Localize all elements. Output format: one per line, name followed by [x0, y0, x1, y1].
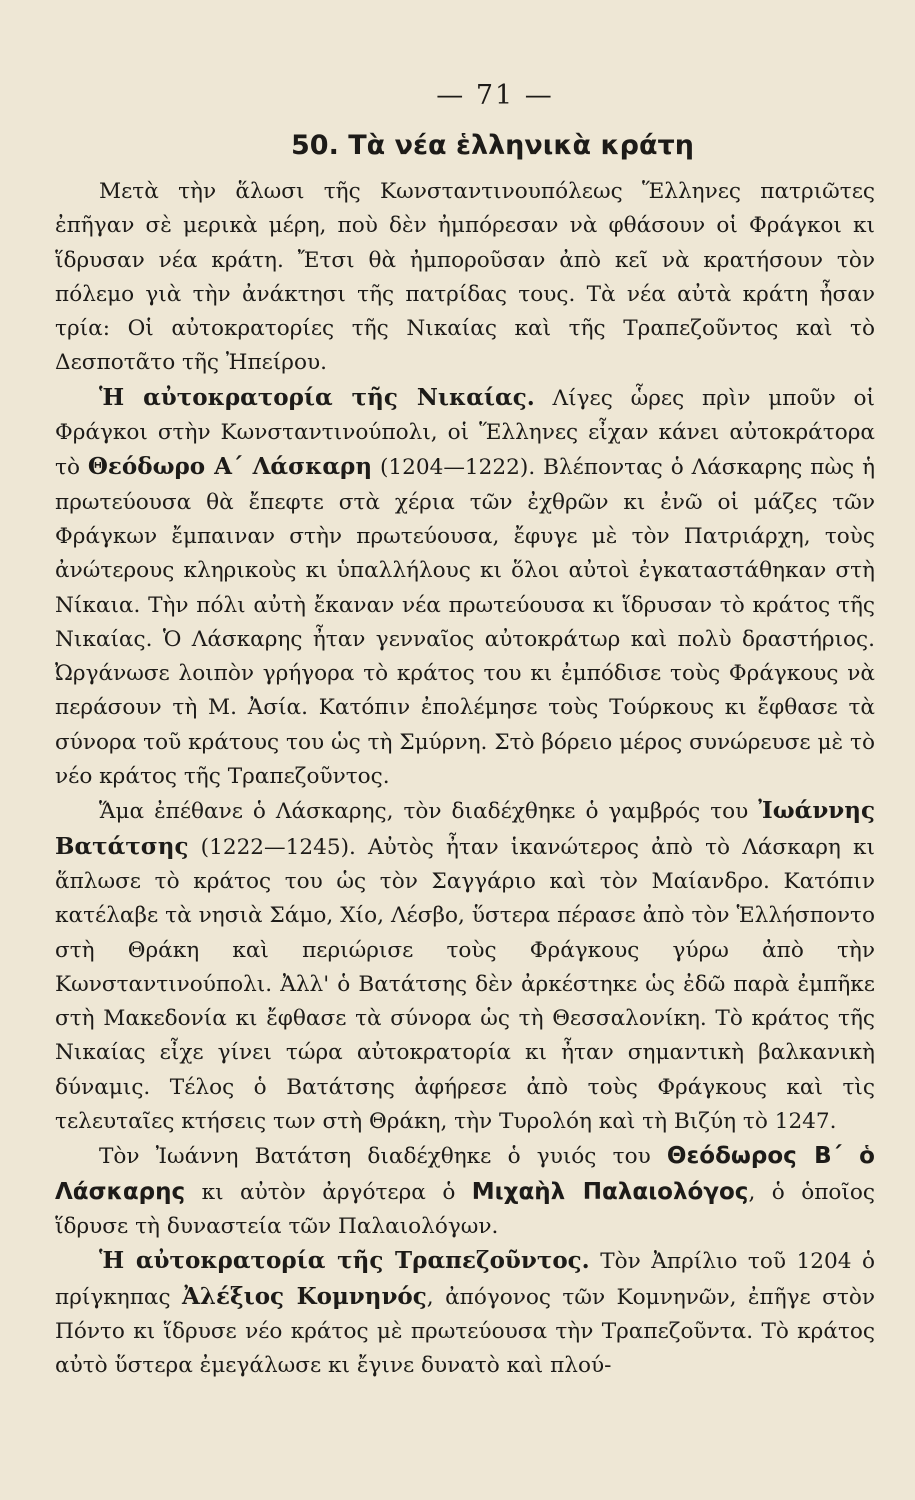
- text-segment: Τὸν Ἀπρίλιο τοῦ 1204 ὁ πρίγκηπας: [55, 1249, 875, 1310]
- text-segment: (1204—1222). Βλέποντας ὁ Λάσκαρης πὼς ἡ πρωτεύουσα θὰ ἔπεφτε στὰ χέρια τῶν ἐχθρῶν κι ἐνῶ οἱ μάζες τῶν Φράγκων ἔμπαιναν στὴν πρωτεύουσα, ἔφυγε μὲ τὸν Πατριάρχη, τοὺς ἀνώτερους κληρικοὺς κι ὑπαλλήλους κι ὅλοι αὐτοὶ ἐγκαταστάθηκαν στὴ Νίκαια. Τὴν πόλι αὐτὴ ἔκαναν νέα πρωτεύουσα κι ἵδρυσαν τὸ κράτος τῆς Νικαίας. Ὁ Λάσκαρης ἦταν γενναῖος αὐτοκράτωρ καὶ πολὺ δραστήριος. Ὠργάνωσε λοιπὸν γρήγορα τὸ κράτος του κι ἐμπόδισε τοὺς Φράγκους νὰ περάσουν τὴ Μ. Ἀσία. Κατόπιν ἐπολέμησε τοὺς Τούρκους κι ἔφθασε τὰ σύνορα τοῦ κράτους του ὡς τὴ Σμύρνη. Στὸ βόρειο μέρος συνώρευσε μὲ τὸ νέο κράτος τῆς Τραπεζοῦντος.: [55, 455, 876, 790]
- text-segment: Τὸν Ἰωάννη Βατάτση διαδέχθηκε ὁ γυιός του: [99, 1144, 667, 1170]
- paragraph-2: [55, 381, 875, 795]
- paragraph-1: [55, 175, 875, 381]
- text-segment: , ὁ ὁποῖος ἵδρυσε τὴ δυναστεία τῶν Παλαιολόγων.: [55, 1179, 875, 1239]
- emphasized-term: Θεόδωρο Α΄ Λάσκαρη: [87, 453, 373, 481]
- emphasized-term: Ἰωάννης Βατάτσης: [55, 797, 875, 860]
- emphasized-term: Ἡ αὐτοκρατορία τῆς Νικαίας.: [99, 383, 535, 411]
- body-text: [55, 175, 875, 1383]
- paragraph-5: [55, 1244, 875, 1383]
- page-number: — 71 —: [436, 80, 554, 111]
- text-segment: , ἀπόγονος τῶν Κομνηνῶν, ἐπῆγε στὸν Πόντο κι ἵδρυσε νέο κράτος μὲ πρωτεύουσα τὴν Τραπεζοῦντα. Τὸ κράτος αὐτὸ ὕστερα ἐμεγάλωσε κι ἔγινε δυνατὸ καὶ πλού-: [55, 1284, 875, 1379]
- text-segment: Μετὰ τὴν ἅλωσι τῆς Κωνσταντινουπόλεως Ἕλληνες πατριῶτες ἐπῆγαν σὲ μερικὰ μέρη, ποὺ δὲν ἠμπόρεσαν νὰ φθάσουν οἱ Φράγκοι κι ἵδρυσαν νέα κράτη. Ἔτσι θὰ ἠμποροῦσαν ἀπὸ κεῖ νὰ κρατήσουν τὸν πόλεμο γιὰ τὴν ἀνάκτησι τῆς πατρίδας τους. Τὰ νέα αὐτὰ κράτη ἦσαν τρία: Οἱ αὐτοκρατορίες τῆς Νικαίας καὶ τῆς Τραπεζοῦντος καὶ τὸ Δεσποτᾶτο τῆς Ἠπείρου.: [55, 179, 875, 376]
- emphasized-term: Θεόδωρος Β΄ ὁ Λάσκαρης: [55, 1143, 875, 1205]
- emphasized-term: Ἡ αὐτοκρατορία τῆς Τραπεζοῦντος.: [99, 1247, 590, 1275]
- emphasized-term: Ἀλέξιος Κομνηνός: [182, 1282, 427, 1310]
- paragraph-3: [55, 794, 875, 1139]
- book-page: [55, 80, 875, 1383]
- paragraph-4: [55, 1139, 875, 1244]
- text-segment: (1222—1245). Αὐτὸς ἦταν ἱκανώτερος ἀπὸ τὸ Λάσκαρη κι ἅπλωσε τὸ κράτος του ὡς τὸν Σαγγάριο καὶ τὸν Μαίανδρο. Κατόπιν κατέλαβε τὰ νησιὰ Σάμο, Χίο, Λέσβο, ὕστερα πέρασε ἀπὸ τὸν Ἑλλήσποντο στὴ Θράκη καὶ περιώρισε τοὺς Φράγκους γύρω ἀπὸ τὴν Κωνσταντινούπολι. Ἀλλ' ὁ Βατάτσης δὲν ἀρκέστηκε ὡς ἐδῶ παρὰ ἐμπῆκε στὴ Μακεδονία κι ἔφθασε τὰ σύνορα ὡς τὴ Θεσσαλονίκη. Τὸ κράτος τῆς Νικαίας εἶχε γίνει τώρα αὐτοκρατορία κι ἦταν σημαντικὴ βαλκανικὴ δύναμις. Τέλος ὁ Βατάτσης ἀφήρεσε ἀπὸ τοὺς Φράγκους καὶ τὶς τελευταῖες κτήσεις των στὴ Θράκη, τὴν Τυρολόη καὶ τὴ Βιζύη τὸ 1247.: [55, 834, 875, 1135]
- text-segment: Λίγες ὧρες πρὶν μποῦν οἱ Φράγκοι στὴν Κωνσταντινούπολι, οἱ Ἕλληνες εἶχαν κάνει αὐτοκράτορα τὸ: [55, 385, 875, 481]
- text-segment: Ἅμα ἐπέθανε ὁ Λάσκαρης, τὸν διαδέχθηκε ὁ γαμβρός του: [99, 799, 759, 825]
- emphasized-term: Μιχαὴλ Παλαιολόγος: [471, 1178, 749, 1205]
- section-title: 50. Τὰ νέα ἑλληνικὰ κράτη: [291, 130, 694, 161]
- text-segment: κι αὐτὸν ἀργότερα ὁ: [185, 1179, 472, 1205]
